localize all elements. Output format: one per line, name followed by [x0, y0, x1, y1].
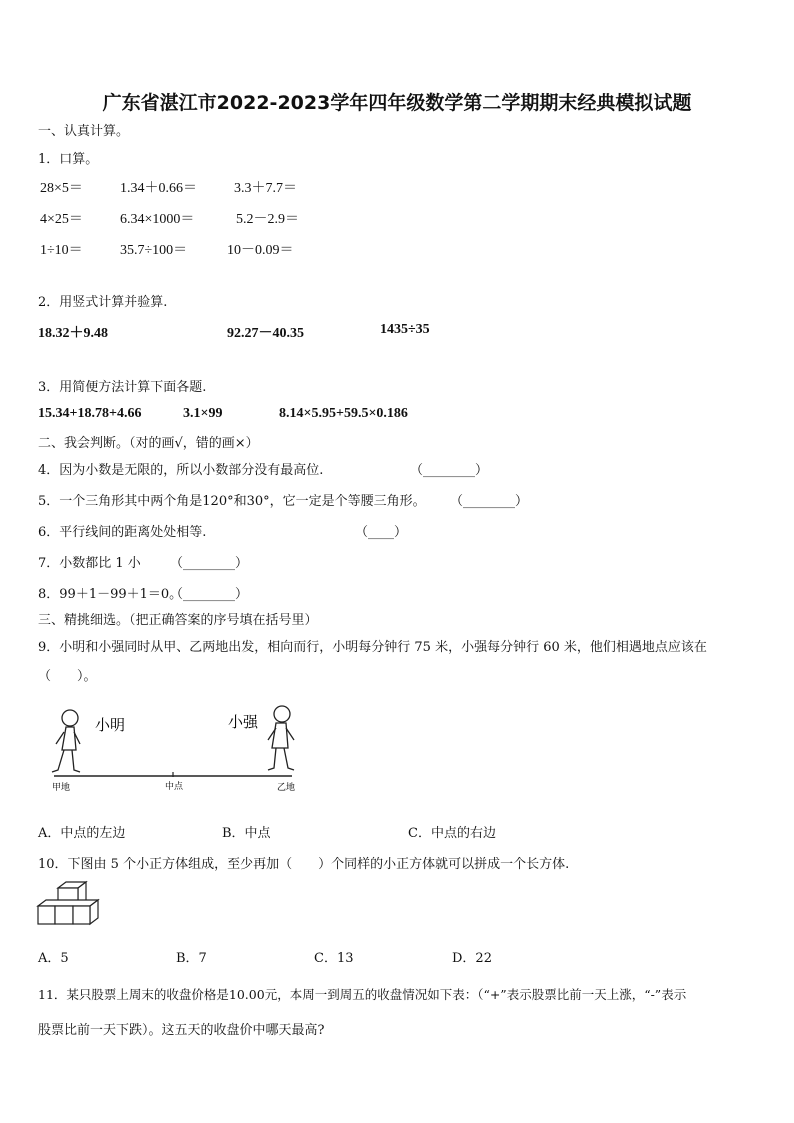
place-yi-label: 乙地 — [277, 783, 296, 793]
q2-item: 18.32＋9.48 — [38, 326, 108, 341]
q1-cell: 35.7÷100＝ — [120, 243, 188, 258]
q1-cell: 28×5＝ — [40, 181, 83, 196]
q2-label: 2．用竖式计算并验算. — [38, 295, 168, 310]
page-title: 广东省湛江市2022-2023学年四年级数学第二学期期末经典模拟试题 — [102, 92, 692, 114]
q1-cell: 1.34＋0.66＝ — [120, 181, 197, 196]
q1-cell: 6.34×1000＝ — [120, 212, 195, 227]
q6-blank[interactable]: （____） — [355, 525, 408, 540]
q9-option-a[interactable]: A．中点的左边 — [38, 826, 126, 841]
midpoint-label: 中点 — [165, 782, 184, 792]
place-jia-label: 甲地 — [52, 783, 71, 793]
q1-label: 1．口算。 — [38, 152, 99, 167]
meeting-diagram — [40, 700, 310, 795]
q4-text: 4．因为小数是无限的，所以小数部分没有最高位. — [38, 463, 324, 478]
q4-blank[interactable]: （________） — [410, 463, 489, 478]
q11-text-continued: 股票比前一天下跌）。这五天的收盘价中哪天最高? — [38, 1023, 325, 1038]
q10-option-b[interactable]: B．7 — [176, 951, 207, 966]
q9-option-c[interactable]: C．中点的右边 — [408, 826, 496, 841]
q2-item: 1435÷35 — [380, 322, 430, 337]
q7-blank[interactable]: （________） — [170, 556, 249, 571]
q9-text: 9．小明和小强同时从甲、乙两地出发，相向而行，小明每分钟行 75 米，小强每分钟行 60 米，他们相遇地点应该在 — [38, 640, 707, 655]
q8-blank[interactable]: （________） — [170, 587, 249, 602]
q5-text: 5．一个三角形其中两个角是120°和30°，它一定是个等腰三角形。 — [38, 494, 426, 509]
q7-text: 7．小数都比 1 小 — [38, 556, 141, 571]
q9-text-continued: （ ）。 — [38, 669, 97, 684]
q8-text: 8．99＋1－99＋1＝0。 — [38, 587, 183, 602]
q10-option-a[interactable]: A．5 — [38, 951, 69, 966]
q1-cell: 10－0.09＝ — [227, 243, 294, 258]
xiaoqiang-figure — [268, 706, 294, 770]
section1-heading: 一、认真计算。 — [38, 124, 130, 139]
q10-option-d[interactable]: D．22 — [452, 951, 492, 966]
q2-item: 92.27－40.35 — [227, 326, 304, 341]
q1-cell: 1÷10＝ — [40, 243, 83, 258]
xiaoming-figure — [52, 710, 80, 772]
q10-option-c[interactable]: C．13 — [314, 951, 354, 966]
q10-text: 10．下图由 5 个小正方体组成，至少再加（ ）个同样的小正方体就可以拼成一个长方体. — [38, 857, 570, 872]
xiaoqiang-label: 小强 — [228, 713, 259, 731]
q1-cell: 3.3＋7.7＝ — [234, 181, 297, 196]
q3-label: 3．用简便方法计算下面各题. — [38, 380, 207, 395]
q3-item: 8.14×5.95+59.5×0.186 — [279, 406, 408, 421]
section3-heading: 三、精挑细选。（把正确答案的序号填在括号里） — [38, 613, 318, 628]
q1-cell: 4×25＝ — [40, 212, 83, 227]
q5-blank[interactable]: （________） — [450, 494, 529, 509]
q1-cell: 5.2－2.9＝ — [236, 212, 299, 227]
q6-text: 6．平行线间的距离处处相等. — [38, 525, 207, 540]
xiaoming-label: 小明 — [95, 716, 126, 734]
q9-option-b[interactable]: B．中点 — [222, 826, 271, 841]
cubes-figure — [36, 880, 102, 934]
section2-heading: 二、我会判断。（对的画√，错的画×） — [38, 436, 259, 451]
q11-text: 11．某只股票上周末的收盘价格是10.00元，本周一到周五的收盘情况如下表：（“+”表示股票比前一天上涨，“-”表示 — [38, 987, 687, 1002]
q3-item: 3.1×99 — [183, 406, 223, 421]
q3-item: 15.34+18.78+4.66 — [38, 406, 142, 421]
